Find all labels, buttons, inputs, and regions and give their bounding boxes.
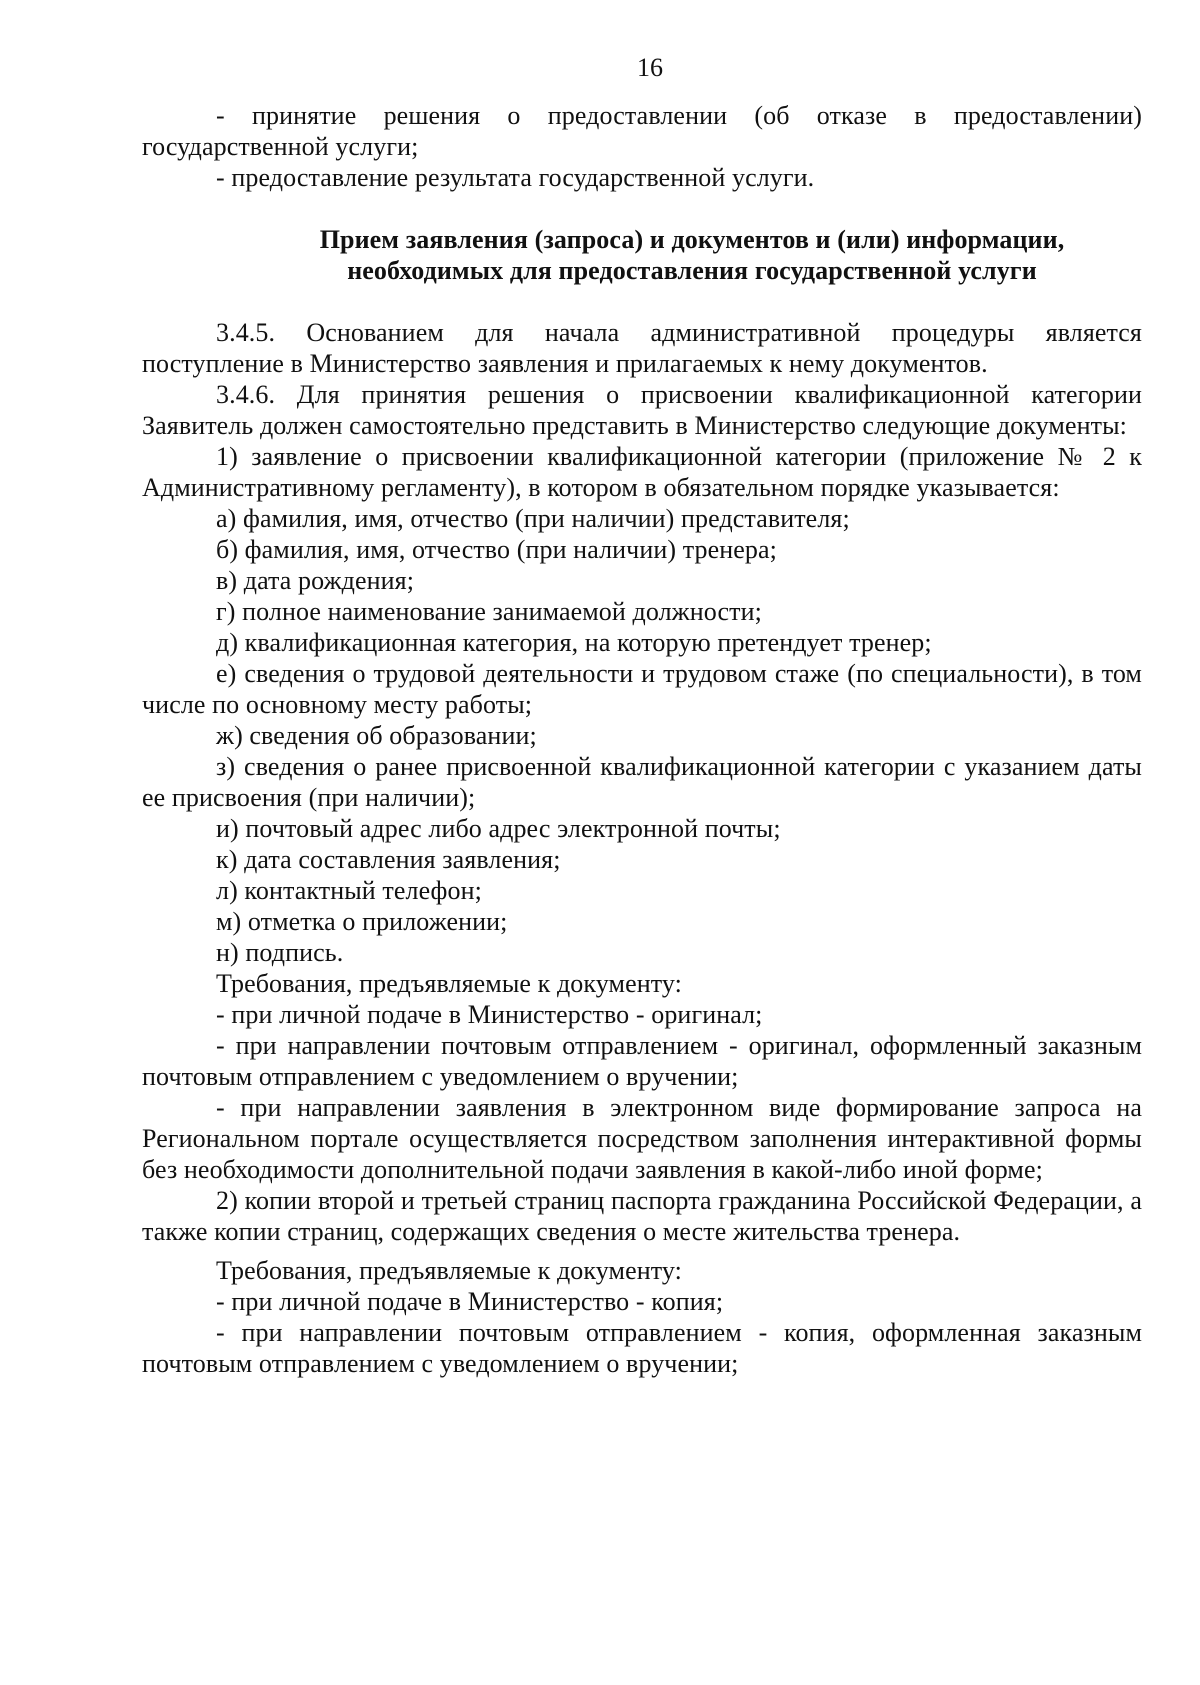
list-item: г) полное наименование занимаемой должности; bbox=[216, 597, 762, 626]
list-item: - при личной подаче в Министерство - копия; bbox=[216, 1287, 724, 1316]
paragraph: - предоставление результата государственной услуги. bbox=[216, 163, 815, 192]
section-heading-line: Прием заявления (запроса) и документов и (или) информации, bbox=[319, 225, 1065, 254]
paragraph: 1) заявление о присвоении квалификационной категории (приложение № 2 к Административному регламенту), в котором в обязательном порядке указывается: bbox=[142, 442, 1142, 502]
list-item: з) сведения о ранее присвоенной квалификационной категории с указанием даты ее присвоения (при наличии); bbox=[142, 752, 1142, 812]
page-number: 16 bbox=[637, 53, 663, 82]
list-item: л) контактный телефон; bbox=[216, 876, 482, 905]
list-item: к) дата составления заявления; bbox=[216, 845, 561, 874]
paragraph: - принятие решения о предоставлении (об отказе в предоставлении) государственной услуги; bbox=[142, 101, 1142, 161]
paragraph: 3.4.5. Основанием для начала административной процедуры является поступление в Министерство заявления и прилагаемых к нему документов. bbox=[142, 318, 1142, 378]
paragraph: 3.4.6. Для принятия решения о присвоении квалификационной категории Заявитель должен самостоятельно представить в Министерство следующие документы: bbox=[142, 380, 1142, 440]
paragraph: Требования, предъявляемые к документу: bbox=[216, 1256, 682, 1285]
list-item: - при направлении заявления в электронном виде формирование запроса на Региональном портале осуществляется посредством заполнения интерактивной формы без необходимости дополнительной подачи заявления в какой-либо иной форме; bbox=[142, 1093, 1142, 1184]
list-item: н) подпись. bbox=[216, 938, 344, 967]
list-item: ж) сведения об образовании; bbox=[216, 721, 537, 750]
list-item: б) фамилия, имя, отчество (при наличии) тренера; bbox=[216, 535, 777, 564]
section-heading-line: необходимых для предоставления государственной услуги bbox=[347, 256, 1037, 285]
document-body bbox=[142, 100, 1142, 1379]
list-item: - при направлении почтовым отправлением - копия, оформленная заказным почтовым отправлением с уведомлением о вручении; bbox=[142, 1318, 1142, 1378]
list-item: м) отметка о приложении; bbox=[216, 907, 508, 936]
list-item: а) фамилия, имя, отчество (при наличии) представителя; bbox=[216, 504, 850, 533]
list-item: д) квалификационная категория, на которую претендует тренер; bbox=[216, 628, 932, 657]
list-item: в) дата рождения; bbox=[216, 566, 415, 595]
list-item: - при направлении почтовым отправлением - оригинал, оформленный заказным почтовым отправлением с уведомлением о вручении; bbox=[142, 1031, 1142, 1091]
list-item: и) почтовый адрес либо адрес электронной почты; bbox=[216, 814, 781, 843]
list-item: е) сведения о трудовой деятельности и трудовом стаже (по специальности), в том числе по основному месту работы; bbox=[142, 659, 1142, 719]
paragraph: 2) копии второй и третьей страниц паспорта гражданина Российской Федерации, а также копии страниц, содержащих сведения о месте жительства тренера. bbox=[142, 1186, 1142, 1246]
paragraph-gap bbox=[142, 1247, 1142, 1255]
list-item: - при личной подаче в Министерство - оригинал; bbox=[216, 1000, 763, 1029]
paragraph: Требования, предъявляемые к документу: bbox=[216, 969, 682, 998]
section-heading bbox=[142, 224, 1142, 286]
